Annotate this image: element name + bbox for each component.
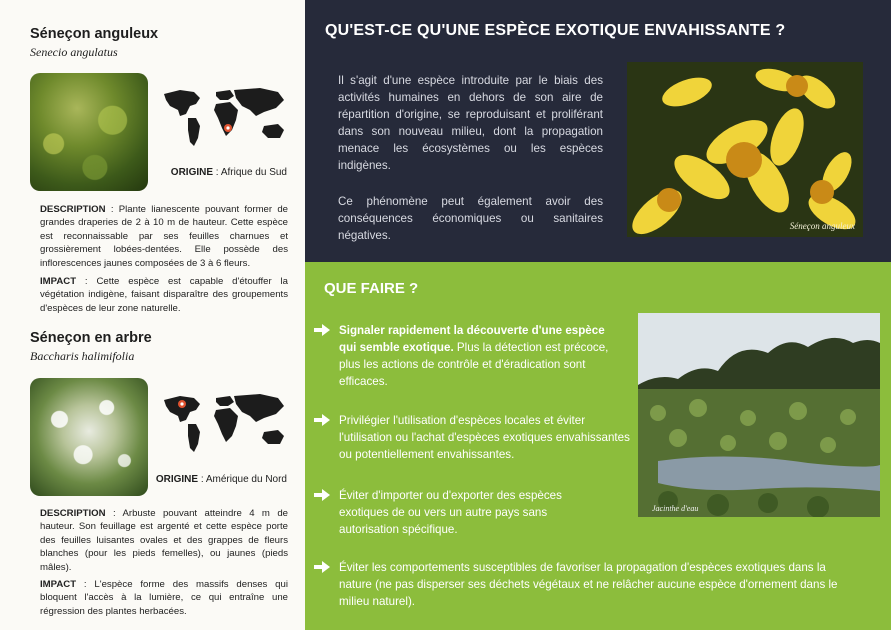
origin-value: Amérique du Nord (205, 474, 287, 485)
flower-photo-caption: Séneçon anguleux (789, 221, 855, 231)
action-item-text: Éviter d'importer ou d'exporter des espèces exotiques de ou vers un autre pays sans autorisation spécifique. (339, 489, 562, 536)
arrow-right-icon (314, 561, 330, 573)
species-name: Séneçon anguleux (30, 26, 159, 42)
species-photo-senecio (30, 73, 148, 191)
species-header-1 (30, 26, 292, 60)
yellow-flower-illustration (627, 62, 863, 237)
description-text: Arbuste pouvant atteindre 4 m de hauteur. Son feuillage est argenté et cette espèce porte des feuilles luisantes ovales et des grappes de fleurs blanches (pour les pieds femelles), ou jaunes (pieds mâles). (40, 508, 288, 573)
impact-text: Cette espèce est capable d'étouffer la végétation indigène, faisant disparaître des groupements d'espèces de leur zone naturelle. (40, 276, 289, 314)
description-text: Plante lianescente pouvant former de grandes draperies de 2 à 10 m de hauteur. Cette espèce est reconnaissable par ses feuilles charnues et grossièrement lobées-dentées. Elle possède des inflorescences jaunes composées de 3 à 6 fleurs. (40, 204, 289, 269)
species-header-2 (30, 330, 292, 364)
action-item-text: Plus la détection est précoce, plus les actions de contrôle et d'éradication sont efficaces. (339, 341, 609, 388)
origin-label: ORIGINE (170, 167, 214, 178)
definition-title: QU'EST-CE QU'UNE ESPÈCE EXOTIQUE ENVAHISSANTE ? (325, 22, 786, 39)
actions-title: QUE FAIRE ? (324, 280, 419, 297)
location-pin-icon (178, 400, 186, 408)
species-name: Séneçon en arbre (30, 330, 152, 346)
arrow-right-icon (314, 414, 330, 426)
flower-photo (627, 62, 863, 237)
action-item-4 (339, 559, 859, 610)
actions-panel (305, 262, 891, 630)
origin-line: ORIGINE : Amérique du Nord (155, 474, 287, 485)
action-item-text: Privilégier l'utilisation d'espèces locales et éviter l'utilisation ou l'achat d'espèces exotiques envahissantes ou potentiellement envahissantes. (339, 414, 630, 461)
species-latin-name: Baccharis halimifolia (30, 349, 135, 363)
species-description: DESCRIPTION : Arbuste pouvant atteindre 4 m de hauteur. Son feuillage est argenté et cette espèce porte des feuilles luisantes ovales et des grappes de fleurs blanches (pour les pieds femelles), ou jaunes (pieds mâles). (40, 508, 288, 573)
species-photo-baccharis (30, 378, 148, 496)
arrow-right-icon (314, 489, 330, 501)
definition-paragraph-2: Ce phénomène peut également avoir des conséquences économiques ou sanitaires négatives. (338, 195, 603, 242)
world-map-icon (160, 84, 290, 150)
species-latin-name: Senecio angulatus (30, 45, 118, 59)
world-map-icon (160, 390, 290, 456)
definition-panel (305, 0, 891, 262)
water-hyacinth-illustration (638, 313, 880, 517)
species-panel (0, 0, 305, 630)
arrow-right-icon (314, 324, 330, 336)
species-impact: IMPACT : L'espèce forme des massifs denses qui bloquent l'accès à la lumière, ce qui entraîne une régression des plantes herbacées. (40, 579, 288, 617)
action-item-1 (339, 322, 619, 390)
pond-photo (638, 313, 880, 517)
action-item-3 (339, 487, 599, 538)
species-impact: IMPACT : Cette espèce est capable d'étouffer la végétation indigène, faisant disparaître des groupements d'espèces de leur zone naturelle. (40, 276, 289, 314)
action-item-text: Éviter les comportements susceptibles de favoriser la propagation d'espèces exotiques dans la nature (ne pas disperser ses déchets végétaux et ne relâcher aucune espèce d'ornement dans le milieu naturel). (339, 561, 838, 608)
impact-text: L'espèce forme des massifs denses qui bloquent l'accès à la lumière, ce qui entraîne une régression des plantes herbacées. (40, 579, 288, 617)
impact-label: IMPACT (40, 579, 77, 590)
action-item-2 (339, 412, 631, 463)
origin-value: Afrique du Sud (220, 167, 287, 178)
pond-photo-caption: Jacinthe d'eau (652, 504, 699, 513)
description-label: DESCRIPTION (40, 508, 106, 519)
origin-line: ORIGINE : Afrique du Sud (170, 167, 287, 178)
origin-label: ORIGINE (155, 474, 199, 485)
location-pin-icon (224, 124, 232, 132)
impact-label: IMPACT (40, 276, 77, 287)
description-label: DESCRIPTION (40, 204, 106, 215)
definition-paragraph-1: Il s'agit d'une espèce introduite par le biais des activités humaines en dehors de son aire de répartition d'origine, se reproduisant et proliférant dans son nouveau milieu, dont la propagation menace les écosystèmes ou les espèces indigènes. (338, 74, 603, 172)
species-description: DESCRIPTION : Plante lianescente pouvant former de grandes draperies de 2 à 10 m de hauteur. Cette espèce est reconnaissable par ses feuilles charnues et grossièrement lobées-dentées. Elle possède des inflorescences jaunes composées de 3 à 6 fleurs. (40, 204, 289, 269)
action-item-bold: Signaler rapidement la découverte d'une espèce qui semble exotique. (339, 324, 605, 354)
